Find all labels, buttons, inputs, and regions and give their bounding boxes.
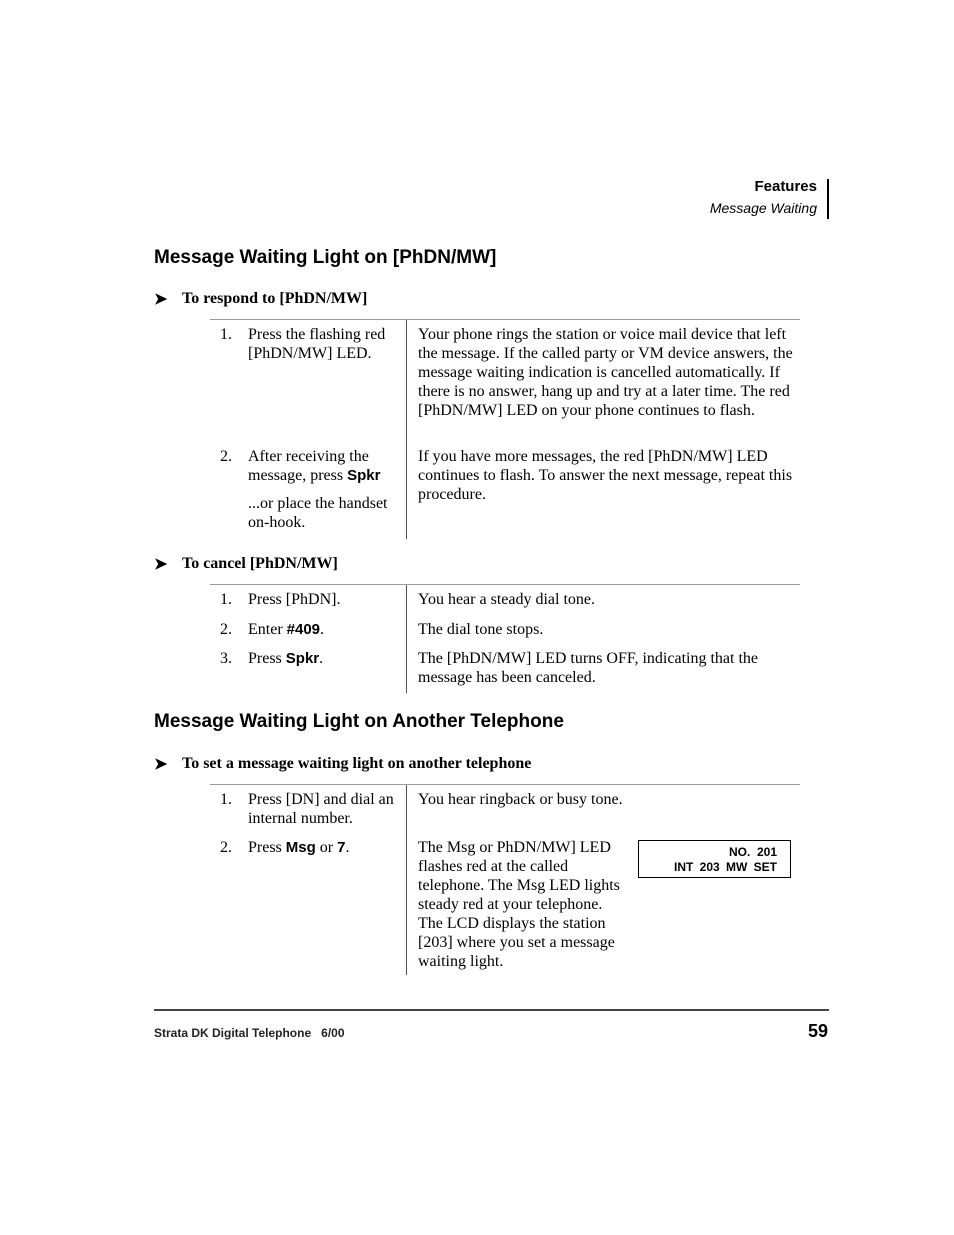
lcd-line-1: NO. 201 (728, 845, 777, 859)
key-spkr: Spkr (285, 650, 320, 667)
step-result: The [PhDN/MW] LED turns OFF, indicating that the message has been canceled. (418, 650, 759, 686)
step-action-suffix: . (320, 621, 325, 638)
column-divider (406, 785, 407, 975)
step-action-suffix: . (319, 650, 324, 667)
procedure-heading-text: To cancel [PhDN/MW] (182, 555, 338, 572)
step-result: The dial tone stops. (418, 621, 544, 638)
step-result (418, 325, 796, 420)
procedure-heading-respond (154, 289, 367, 309)
step-action: Press [DN] and dial an internal number. (248, 791, 394, 827)
footer-doc-info (154, 1026, 345, 1040)
lcd-line-2: INT 203 MW SET (673, 860, 777, 874)
step-action (248, 447, 402, 532)
procedure-heading-cancel (154, 554, 338, 574)
respond-steps-table (210, 319, 800, 539)
column-divider (406, 320, 407, 539)
step-number: 1. (220, 591, 232, 608)
header-subtitle: Message Waiting (709, 200, 817, 216)
step-action-text: After receiving the message, press (248, 448, 369, 484)
section-title-phdn: Message Waiting Light on [PhDN/MW] (154, 247, 497, 268)
step-number: 2. (220, 448, 232, 465)
footer-doc-title: Strata DK Digital Telephone (154, 1026, 312, 1040)
step-result: You hear ringback or busy tone. (418, 791, 623, 808)
step-action (248, 649, 402, 668)
step-action-text: Press (248, 650, 286, 667)
step-number: 2. (220, 621, 232, 638)
arrow-icon: ➤ (154, 291, 168, 308)
step-result-text-cont: [PhDN/MW] LED on your phone continues to flash. (418, 402, 755, 419)
step-number: 1. (220, 326, 232, 343)
key-msg: Msg (285, 839, 316, 856)
step-result: You hear a steady dial tone. (418, 591, 595, 608)
cancel-steps-table (210, 584, 800, 693)
step-action-mid: or (315, 839, 338, 856)
step-action (248, 838, 402, 857)
step-result: The Msg or PhDN/MW] LED flashes red at the called telephone. The Msg LED lights steady red at your telephone. The LCD displays the station [203] where you set a message waiting light. (418, 839, 620, 970)
step-action-text: Press (248, 839, 286, 856)
step-number: 1. (220, 791, 232, 808)
procedure-heading-text: To set a message waiting light on another telephone (182, 755, 532, 772)
step-number: 2. (220, 839, 232, 856)
key-code: #409 (286, 621, 321, 638)
step-action-text: Enter (248, 621, 287, 638)
arrow-icon: ➤ (154, 756, 168, 773)
key-7: 7 (337, 839, 346, 856)
procedure-heading-set-light (154, 754, 531, 774)
page-number: 59 (807, 1021, 828, 1041)
step-result: If you have more messages, the red [PhDN/MW] LED continues to flash. To answer the next message, repeat this procedure. (418, 448, 793, 503)
running-header (710, 177, 817, 219)
header-rule (827, 179, 829, 219)
section-title-another-telephone: Message Waiting Light on Another Telephone (154, 711, 564, 732)
step-action-alt: ...or place the handset on-hook. (248, 495, 388, 531)
set-light-steps-table (210, 784, 800, 975)
procedure-heading-text: To respond to [PhDN/MW] (182, 290, 368, 307)
header-title: Features (754, 178, 817, 195)
step-action (248, 620, 402, 639)
lcd-display (638, 840, 791, 878)
step-result-text: Your phone rings the station or voice mail device that left the message. If the called party or VM device answers, the message waiting indication is cancelled automatically. If there is no answer, hang up and try at a later time. The red (418, 326, 793, 400)
step-action: Press the flashing red [PhDN/MW] LED. (248, 326, 386, 362)
step-number: 3. (220, 650, 232, 667)
key-spkr: Spkr (347, 467, 381, 484)
arrow-icon: ➤ (154, 556, 168, 573)
footer-date: 6/00 (321, 1026, 345, 1040)
step-action-suffix: . (345, 839, 350, 856)
footer-rule (154, 1009, 829, 1011)
step-action: Press [PhDN]. (248, 591, 341, 608)
column-divider (406, 585, 407, 693)
